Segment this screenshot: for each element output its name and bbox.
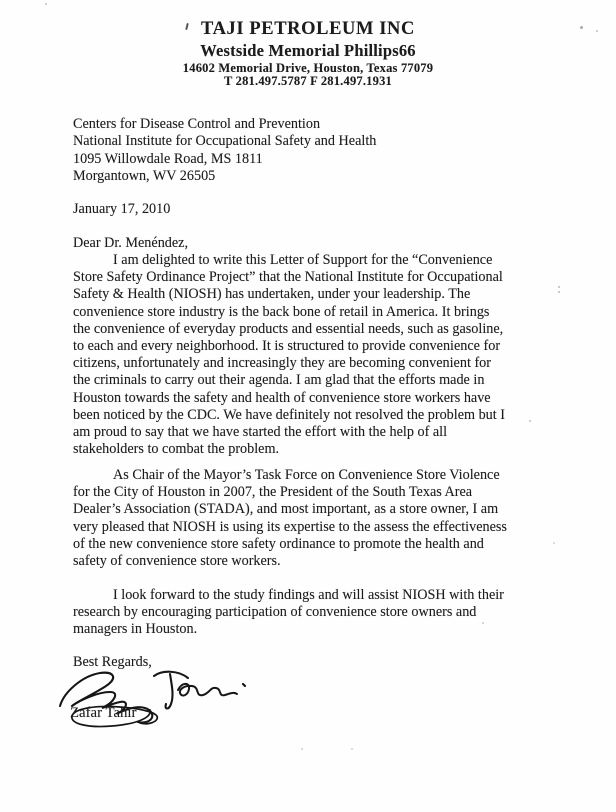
body-line: of the new convenience store safety ordinance to promote the health and: [73, 535, 484, 552]
body-line: been noticed by the CDC. We have definitely not resolved the problem but I: [73, 406, 505, 423]
scan-speck: [558, 291, 560, 293]
recipient-line: 1095 Willowdale Road, MS 1811: [73, 150, 263, 167]
body-line: Houston towards the safety and health of convenience store workers have: [73, 389, 491, 406]
date-line: January 17, 2010: [73, 201, 171, 217]
paragraph-3: [73, 587, 504, 639]
body-line: safety of convenience store workers.: [73, 553, 281, 570]
recipient-line: Centers for Disease Control and Prevention: [73, 116, 321, 132]
body-line: research by encouraging participation of convenience store owners and: [73, 604, 477, 621]
scan-speck: [580, 26, 583, 29]
body-line: stakeholders to combat the problem.: [73, 441, 280, 458]
scan-speck: [301, 748, 303, 750]
company-phone: T 281.497.5787 F 281.497.1931: [224, 74, 392, 88]
scan-speck: [558, 286, 560, 288]
recipient-line: National Institute for Occupational Safety and Health: [73, 133, 377, 150]
scan-speck: [553, 542, 555, 544]
body-line: for the City of Houston in 2007, the President of the South Texas Area: [73, 484, 473, 501]
closing: Best Regards,: [73, 654, 152, 670]
company-subtitle: Westside Memorial Phillips66: [200, 41, 416, 60]
body-line: As Chair of the Mayor’s Task Force on Convenience Store Violence: [113, 467, 500, 483]
handwritten-signature-icon: [54, 664, 254, 742]
salutation: Dear Dr. Menéndez,: [73, 235, 189, 251]
body-line: I am delighted to write this Letter of Support for the “Convenience: [113, 252, 493, 268]
body-line: Safety & Health (NIOSH) has undertaken, under your leadership. The: [73, 286, 471, 303]
body-line: citizens, unfortunately and increasingly they are becoming convenient for: [73, 355, 491, 372]
scan-speck: [482, 622, 484, 624]
body-line: very pleased that NIOSH is using its expertise to the assess the effectiveness: [73, 518, 507, 535]
company-address: 14602 Memorial Drive, Houston, Texas 77079: [182, 61, 434, 75]
paragraph-2: [73, 467, 507, 570]
recipient-address: [73, 116, 376, 186]
recipient-line: Morgantown, WV 26505: [73, 168, 216, 185]
paragraph-1: [73, 252, 505, 458]
body-line: the convenience of everyday products and essential needs, such as gasoline,: [73, 320, 504, 337]
scan-speck: [351, 748, 353, 750]
body-line: Store Safety Ordinance Project” that the National Institute for Occupational: [73, 269, 503, 286]
body-line: the criminals to carry out their agenda. I am glad that the efforts made in: [73, 372, 485, 389]
body-line: convenience store industry is the back bone of retail in America. It brings: [73, 303, 490, 320]
company-name: TAJI PETROLEUM INC: [201, 19, 415, 39]
body-line: to each and every neighborhood. It is structured to provide convenience for: [73, 338, 501, 355]
body-line: Dealer’s Association (STADA), and most important, as a store owner, I am: [73, 501, 499, 518]
scan-speck: [596, 30, 598, 32]
body-line: I look forward to the study findings and will assist NIOSH with their: [113, 587, 504, 603]
signer-name: Zafar Tahir: [70, 705, 137, 721]
signature-block: [54, 664, 254, 742]
body-line: managers in Houston.: [73, 621, 198, 638]
scan-speck: [529, 420, 531, 422]
body-line: am proud to say that we have started the effort with the help of all: [73, 424, 448, 441]
scan-speck: [45, 3, 47, 5]
